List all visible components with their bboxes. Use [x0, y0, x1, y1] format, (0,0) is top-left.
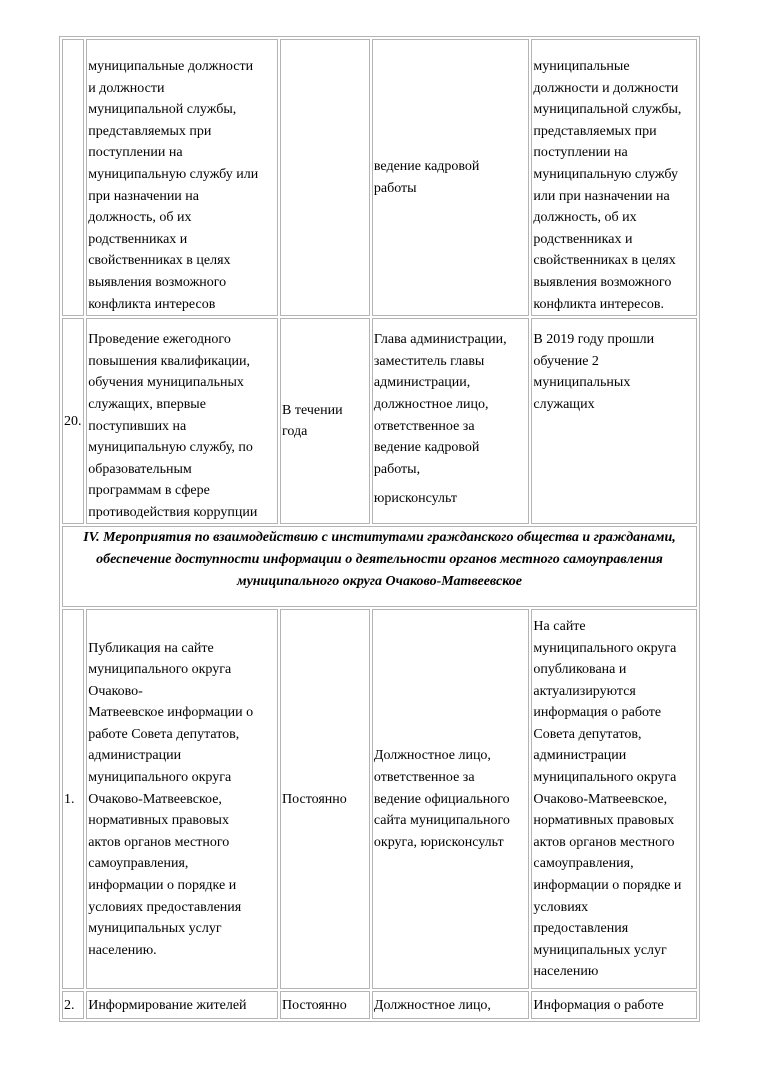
result-cell: Информация о работе	[531, 991, 697, 1019]
section-header-row	[62, 526, 697, 607]
activity-cell: муниципальные должности и должности муниципальной службы, представляемых при поступлении на муниципальную службу или при назначении на должность, об их родственниках и свойственниках в целях выявления возможного конфликта интересов	[86, 39, 278, 316]
term-cell: В течении года	[280, 318, 370, 524]
result-cell: В 2019 году прошли обучение 2 муниципальных служащих	[531, 318, 697, 524]
document-page	[59, 36, 700, 1022]
table-row	[62, 318, 697, 524]
result-cell: На сайте муниципального округа опубликована и актуализируются информация о работе Совета депутатов, администрации муниципального округа Очаково-Матвеевское, нормативных правовых актов органов местного самоуправления, информации о порядке и условиях предоставления муниципальных услуг населению	[531, 609, 697, 989]
responsible-cell: ведение кадровой работы	[372, 39, 530, 316]
row-number-cell: 2.	[62, 991, 84, 1019]
responsible-cell	[372, 318, 530, 524]
responsible-cell: Должностное лицо,	[372, 991, 530, 1019]
responsible-main-text: Глава администрации, заместитель главы администрации, должностное лицо, ответственное за ведение кадровой работы,	[373, 332, 507, 477]
row-number-cell: 1.	[62, 609, 84, 989]
activity-cell: Публикация на сайте муниципального округа Очаково- Матвеевское информации о работе Совета депутатов, администрации муниципального округа Очаково-Матвеевское, нормативных правовых актов органов местного самоуправления, информации о порядке и условиях предоставления муниципальных услуг населению.	[86, 609, 278, 989]
row-number-cell	[62, 39, 84, 316]
anticorruption-plan-table	[59, 36, 700, 1022]
row-number-cell: 20.	[62, 318, 84, 524]
table-row	[62, 609, 697, 989]
term-cell: Постоянно	[280, 991, 370, 1019]
table-row	[62, 991, 697, 1019]
result-cell: муниципальные должности и должности муниципальной службы, представляемых при поступлении на муниципальную службу или при назначении на должность, об их родственниках и свойственниках в целях выявления возможного конфликта интересов.	[531, 39, 697, 316]
section-title: IV. Мероприятия по взаимодействию с институтами гражданского общества и гражданами, обеспечение доступности информации о деятельности органов местного самоуправления муниципального округа Очаково-Матвеевское	[62, 526, 697, 607]
table-row	[62, 39, 697, 316]
term-cell	[280, 39, 370, 316]
responsible-cell: Должностное лицо, ответственное за ведение официального сайта муниципального округа, юрисконсульт	[372, 609, 530, 989]
activity-cell: Проведение ежегодного повышения квалификации, обучения муниципальных служащих, впервые поступивших на муниципальную службу, по образовательным программам в сфере противодействия коррупции	[86, 318, 278, 524]
responsible-extra-text: юрисконсульт	[373, 491, 458, 507]
activity-cell: Информирование жителей	[86, 991, 278, 1019]
term-cell: Постоянно	[280, 609, 370, 989]
